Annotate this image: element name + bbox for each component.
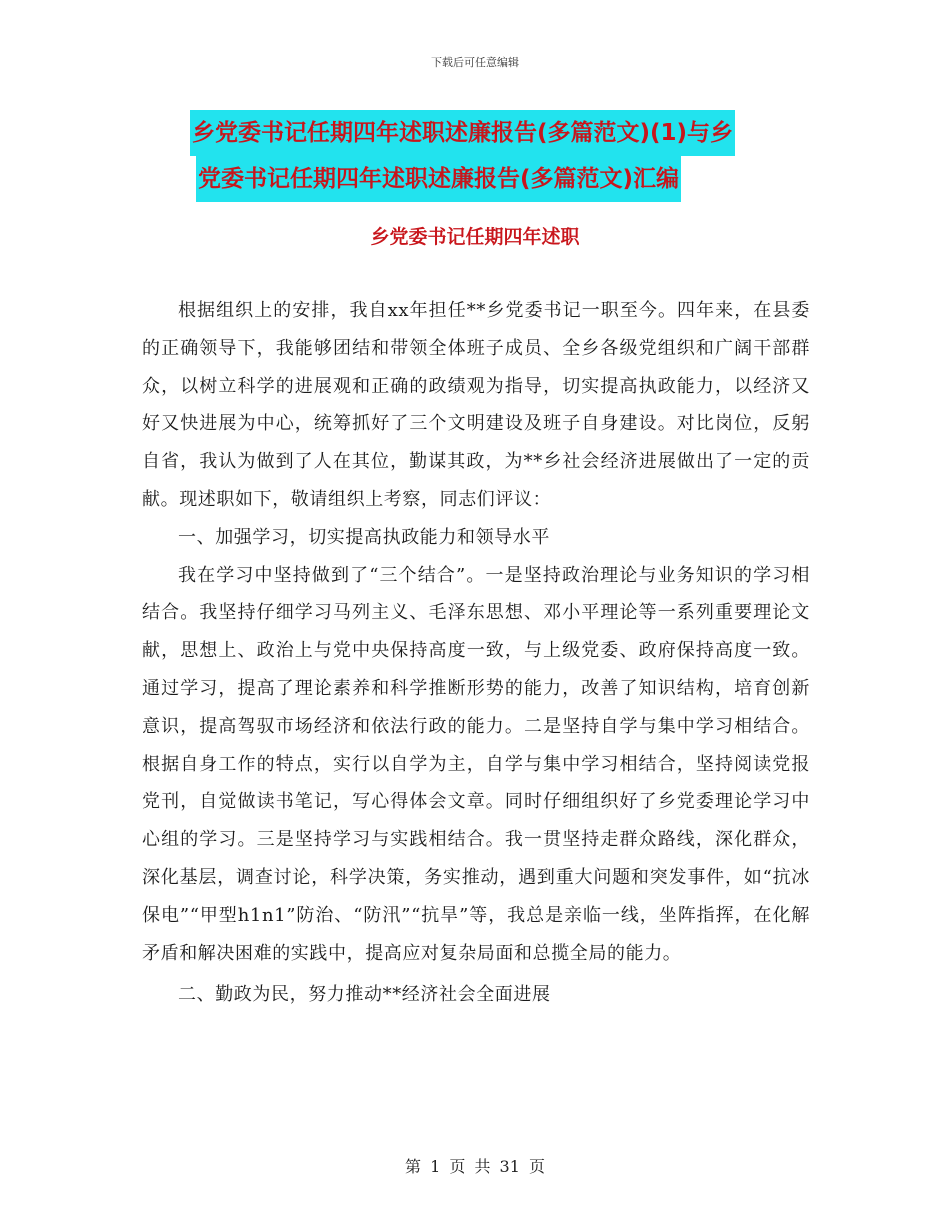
paragraph-heading: 一、加强学习，切实提高执政能力和领导水平 bbox=[178, 526, 550, 548]
paragraph: 我在学习中坚持做到了“三个结合”。一是坚持政治理论与业务知识的学习相结合。我坚持仔细学习马列主义、毛泽东思想、邓小平理论等一系列重要理论文献，思想上、政治上与党中央保持高度一致，与上级党委、政府保持高度一致。通过学习，提高了理论素养和科学推断形势的能力，改善了知识结构，培育创新意识，提高驾驭市场经济和依法行政的能力。二是坚持自学与集中学习相结合。根据自身工作的特点，实行以自学为主，自学与集中学习相结合，坚持阅读党报党刊，自觉做读书笔记，写心得体会文章。同时仔细组织好了乡党委理论学习中心组的学习。三是坚持学习与实践相结合。我一贯坚持走群众路线，深化群众，深化基层，调查讨论，科学决策，务实推动，遇到重大问题和突发事件，如“抗冰保电”“甲型h1n1”防治、“防汛”“抗旱”等，我总是亲临一线，坐阵指挥，在化解矛盾和解决困难的实践中，提高应对复杂局面和总揽全局的能力。 bbox=[142, 564, 810, 964]
page-number: 第 1 页 共 31 页 bbox=[405, 1157, 545, 1176]
document-title-line-2: 党委书记任期四年述职述廉报告(多篇范文)汇编 bbox=[196, 156, 681, 202]
header-note: 下载后可任意编辑 bbox=[431, 56, 519, 69]
document-title-line-1: 乡党委书记任期四年述职述廉报告(多篇范文)(1)与乡 bbox=[190, 110, 735, 156]
body-text bbox=[142, 292, 810, 1014]
paragraph-heading: 二、勤政为民，努力推动**经济社会全面进展 bbox=[178, 984, 551, 1006]
section-title: 乡党委书记任期四年述职 bbox=[370, 226, 580, 248]
document-title bbox=[190, 110, 830, 202]
paragraph: 根据组织上的安排，我自xx年担任**乡党委书记一职至今。四年来，在县委的正确领导下，我能够团结和带领全体班子成员、全乡各级党组织和广阔干部群众，以树立科学的进展观和正确的政绩观为指导，切实提高执政能力，以经济又好又快进展为中心，统筹抓好了三个文明建设及班子自身建设。对比岗位，反躬自省，我认为做到了人在其位，勤谋其政，为**乡社会经济进展做出了一定的贡献。现述职如下，敬请组织上考察，同志们评议： bbox=[142, 300, 810, 510]
